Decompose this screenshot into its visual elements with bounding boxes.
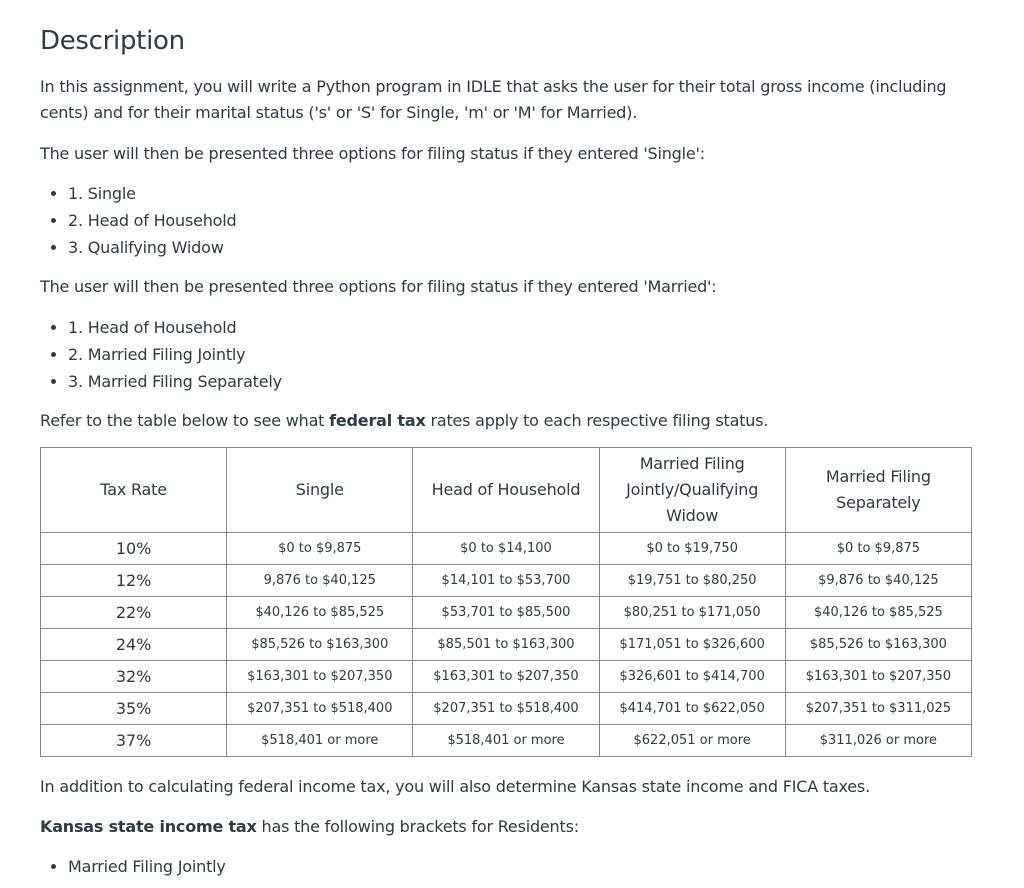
list-item: • Married Filing Jointly <box>68 853 226 880</box>
table-cell: $9,876 to $40,125 <box>785 565 971 597</box>
table-cell: $40,126 to $85,525 <box>227 597 413 629</box>
table-row <box>41 533 972 565</box>
table-cell: $622,051 or more <box>599 725 785 757</box>
married-options-list <box>40 314 282 395</box>
table-row <box>41 693 972 725</box>
list-item: • 3. Married Filing Separately <box>68 368 282 395</box>
list-item: • 1. Single <box>68 180 236 207</box>
table-cell: $85,501 to $163,300 <box>413 629 599 661</box>
table-cell: $0 to $9,875 <box>227 533 413 565</box>
column-header-married-jointly <box>599 448 785 533</box>
page-title: Description <box>40 26 185 56</box>
kansas-paragraph <box>40 814 970 840</box>
table-cell: $207,351 to $311,025 <box>785 693 971 725</box>
table-cell: $171,051 to $326,600 <box>599 629 785 661</box>
table-row <box>41 565 972 597</box>
list-item: • 2. Married Filing Jointly <box>68 341 282 368</box>
table-cell: $207,351 to $518,400 <box>227 693 413 725</box>
table-cell: $326,601 to $414,700 <box>599 661 785 693</box>
table-cell: 9,876 to $40,125 <box>227 565 413 597</box>
table-cell: 12% <box>41 565 227 597</box>
table-cell: $0 to $9,875 <box>785 533 971 565</box>
table-row <box>41 725 972 757</box>
table-cell: 10% <box>41 533 227 565</box>
list-item: • 3. Qualifying Widow <box>68 234 236 261</box>
table-cell: $40,126 to $85,525 <box>785 597 971 629</box>
table-cell: $85,526 to $163,300 <box>785 629 971 661</box>
table-cell: $311,026 or more <box>785 725 971 757</box>
kansas-bold-text: Kansas state income tax <box>40 817 257 836</box>
addition-paragraph: In addition to calculating federal income tax, you will also determine Kansas state income and FICA taxes. <box>40 777 870 796</box>
table-cell: $14,101 to $53,700 <box>413 565 599 597</box>
kansas-text-after: has the following brackets for Residents: <box>256 817 579 836</box>
table-cell: 22% <box>41 597 227 629</box>
table-cell: $518,401 or more <box>413 725 599 757</box>
table-cell: $414,701 to $622,050 <box>599 693 785 725</box>
intro-line-2: cents) and for their marital status ('s' or 'S' for Single, 'm' or 'M' for Married). <box>40 103 638 122</box>
refer-text-before: Refer to the table below to see what <box>40 411 330 430</box>
table-row <box>41 661 972 693</box>
table-cell: $518,401 or more <box>227 725 413 757</box>
table-cell: 35% <box>41 693 227 725</box>
column-header-tax-rate: Tax Rate <box>41 448 227 533</box>
table-cell: 24% <box>41 629 227 661</box>
column-header-married-jointly-label: Married Filing Jointly/Qualifying Widow <box>626 454 759 525</box>
kansas-status-list <box>40 853 226 880</box>
refer-text-after: rates apply to each respective filing status. <box>425 411 769 430</box>
table-cell: $0 to $19,750 <box>599 533 785 565</box>
table-cell: $207,351 to $518,400 <box>413 693 599 725</box>
table-cell: $80,251 to $171,050 <box>599 597 785 629</box>
intro-paragraph <box>40 74 970 126</box>
table-row <box>41 597 972 629</box>
table-cell: $85,526 to $163,300 <box>227 629 413 661</box>
list-item: • 1. Head of Household <box>68 314 282 341</box>
refer-paragraph <box>40 408 970 434</box>
table-cell: $163,301 to $207,350 <box>785 661 971 693</box>
single-options-list <box>40 180 236 261</box>
table-cell: 32% <box>41 661 227 693</box>
federal-tax-table <box>40 447 972 757</box>
table-cell: $19,751 to $80,250 <box>599 565 785 597</box>
table-cell: $0 to $14,100 <box>413 533 599 565</box>
married-options-lead: The user will then be presented three options for filing status if they entered 'Married': <box>40 277 717 296</box>
list-item: • 2. Head of Household <box>68 207 236 234</box>
intro-line-1: In this assignment, you will write a Python program in IDLE that asks the user for their total gross income (including <box>40 77 947 96</box>
column-header-married-separately-label: Married Filing Separately <box>825 467 931 512</box>
table-cell: $163,301 to $207,350 <box>413 661 599 693</box>
single-options-lead: The user will then be presented three options for filing status if they entered 'Single': <box>40 144 705 163</box>
table-cell: $53,701 to $85,500 <box>413 597 599 629</box>
table-header-row <box>41 448 972 533</box>
column-header-married-separately <box>785 448 971 533</box>
table-cell: 37% <box>41 725 227 757</box>
refer-bold-text: federal tax <box>329 411 426 430</box>
table-row <box>41 629 972 661</box>
column-header-single: Single <box>227 448 413 533</box>
table-cell: $163,301 to $207,350 <box>227 661 413 693</box>
column-header-head-of-household: Head of Household <box>413 448 599 533</box>
